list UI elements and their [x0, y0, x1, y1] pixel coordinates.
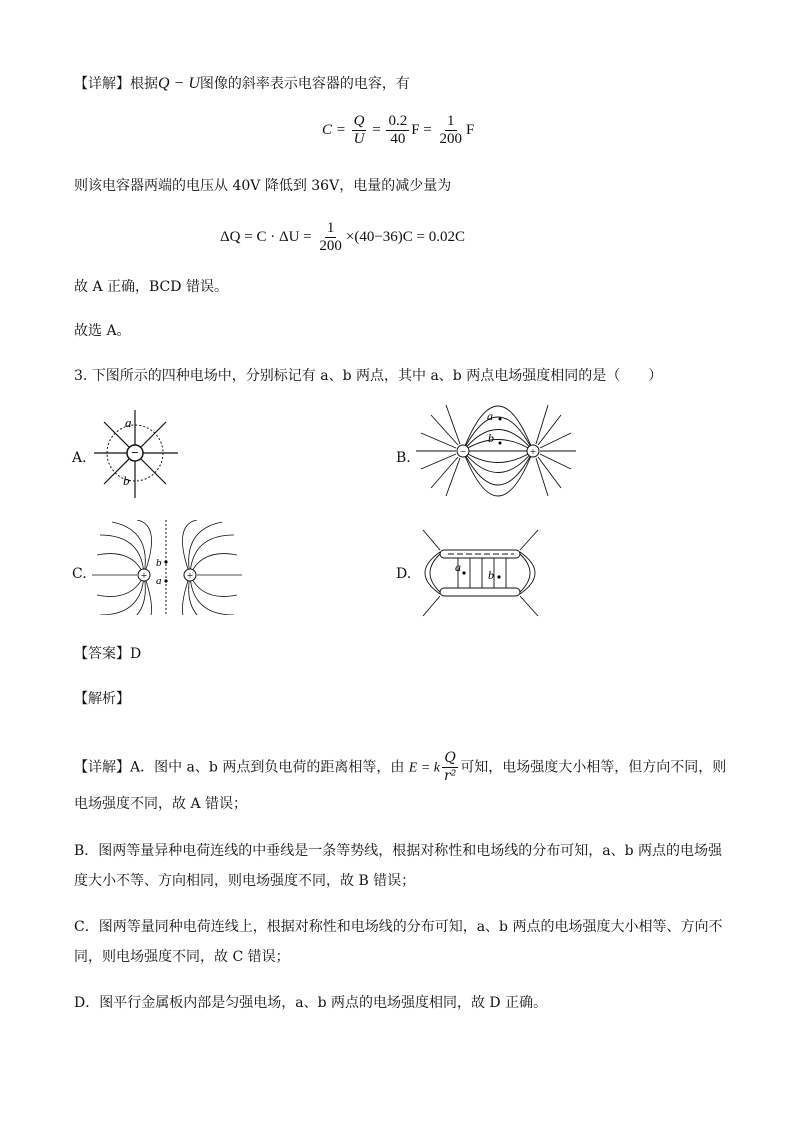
detail-a-line2: 电场强度不同，故 A 错误；: [74, 796, 248, 812]
detail-c-line2: 同，则电场强度不同，故 C 错误；: [74, 949, 290, 965]
answer-tag: 【答案】: [74, 646, 130, 662]
equation-charge: [220, 220, 465, 255]
question-3: 3. 下图所示的四种电场中，分别标记有 a、b 两点，其中 a、b 两点电场强度相同的是（ ）: [74, 368, 663, 384]
point-a: a: [125, 415, 132, 430]
figure-c-like-charges: [92, 520, 242, 615]
frac-den: 200: [439, 131, 463, 147]
unit: F: [466, 121, 475, 138]
unit: F =: [411, 121, 432, 138]
point-a: a: [455, 560, 461, 574]
frac-den: 200: [319, 238, 342, 254]
charge-sign: −: [131, 445, 139, 460]
frac-num: Q: [353, 113, 365, 129]
option-a-label: A.: [72, 450, 87, 466]
charge-pos: +: [186, 570, 194, 582]
option-b-label: B.: [396, 450, 411, 466]
option-d-label: D.: [396, 566, 412, 582]
line-choice: 故选 A。: [74, 323, 131, 339]
detail-intro: [74, 75, 410, 93]
charge-pos: +: [140, 570, 148, 582]
frac-den: U: [353, 131, 365, 147]
frac-den: r²: [444, 768, 457, 784]
answer-value: D: [130, 646, 142, 662]
frac-num: Q: [444, 750, 456, 766]
figure-d-parallel-plates: [418, 528, 543, 618]
charge-neg: −: [459, 446, 467, 458]
equation-capacitance: [322, 113, 474, 148]
eq-lhs: C =: [322, 121, 346, 138]
detail-b-line2: 度大小不等、方向相同，则电场强度不同，故 B 错误；: [74, 873, 416, 889]
detail-d-line1: D．图平行金属板内部是匀强电场，a、b 两点的电场强度相同，故 D 正确。: [74, 995, 548, 1011]
answer: [74, 645, 141, 663]
point-b: b: [156, 557, 162, 569]
line-voltage: 则该电容器两端的电压从 40V 降低到 36V，电量的减少量为: [74, 178, 452, 194]
figure-b-opposite-charges: [416, 403, 576, 498]
point-a: a: [487, 409, 493, 423]
point-a: a: [156, 575, 162, 587]
analysis-tag: 【解析】: [74, 691, 130, 707]
point-b: b: [488, 431, 494, 445]
frac-num: 1: [447, 113, 455, 129]
line-conclusion: 故 A 正确，BCD 错误。: [74, 279, 228, 295]
formula-lhs: E = k: [408, 760, 440, 776]
text: 图像的斜率表示电容器的电容，有: [199, 76, 410, 92]
detail-tag: 【详解】: [74, 76, 130, 92]
detail-tag: 【详解】: [74, 759, 130, 776]
frac-num: 0.2: [388, 113, 408, 129]
point-b: b: [123, 473, 130, 488]
point-b: b: [488, 568, 494, 582]
eq-lhs: ΔQ = C · ΔU =: [220, 228, 312, 245]
frac-den: 40: [390, 131, 406, 147]
charge-pos: +: [529, 446, 537, 458]
detail-a: [74, 750, 726, 785]
text: A．图中 a、b 两点到负电荷的距离相等，由: [130, 759, 405, 776]
option-c-label: C.: [72, 566, 87, 582]
detail-c-line1: C．图两等量同种电荷连线上，根据对称性和电场线的分布可知，a、b 两点的电场强度大小相等、方向不: [74, 919, 723, 935]
text: 可知，电场强度大小相等，但方向不同，则: [460, 759, 727, 776]
text: 根据: [130, 76, 158, 92]
math-q-u: Q − U: [158, 75, 200, 92]
detail-b-line1: B．图两等量异种电荷连线的中垂线是一条等势线，根据对称性和电场线的分布可知，a、b 两点的电场强: [74, 843, 723, 859]
frac-num: 1: [326, 220, 335, 236]
eq-rhs: ×(40−36)C = 0.02C: [345, 228, 466, 245]
eq-sign: =: [372, 121, 381, 138]
figure-a-point-charge: [92, 408, 182, 500]
